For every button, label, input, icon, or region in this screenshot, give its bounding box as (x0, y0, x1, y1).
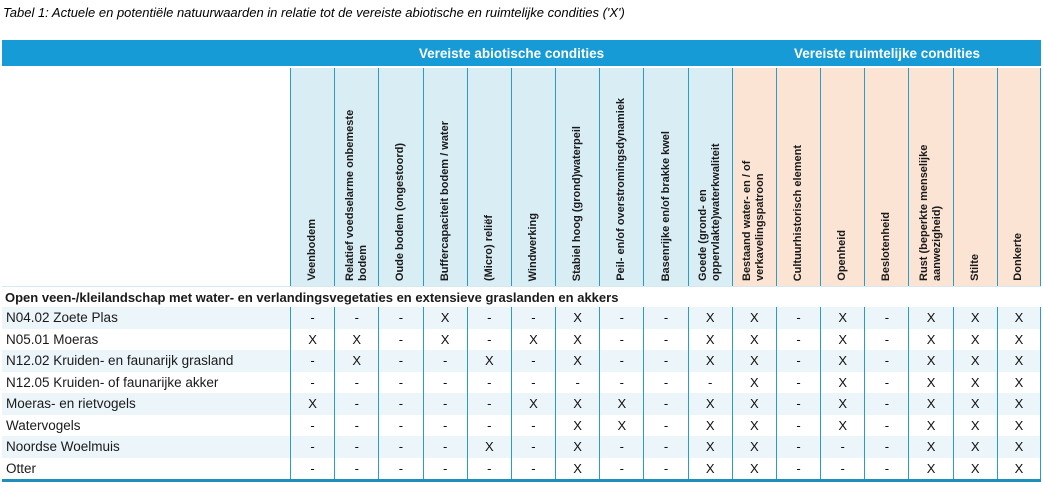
value-cell: - (511, 458, 555, 480)
table-row (2, 436, 1041, 458)
value-cell: - (423, 372, 467, 394)
value-cell: X (511, 329, 555, 351)
value-cell: - (643, 307, 687, 329)
table-bottom-rule (2, 479, 1041, 482)
value-cell: X (908, 350, 952, 372)
value-cell: X (555, 329, 599, 351)
value-cell: X (732, 329, 776, 351)
value-cell: - (334, 458, 378, 480)
value-cell: X (953, 307, 997, 329)
value-cell: X (820, 307, 864, 329)
value-cell: - (467, 329, 511, 351)
column-header (643, 68, 687, 286)
value-cell: - (599, 350, 643, 372)
value-cell: - (820, 436, 864, 458)
value-cell: - (290, 436, 334, 458)
value-cell: - (599, 458, 643, 480)
value-cell: X (290, 329, 334, 351)
column-header-label: Goede (grond- en oppervlakte)waterkwaliteit (697, 143, 723, 281)
value-cell: - (334, 372, 378, 394)
value-cell: - (864, 372, 908, 394)
table-caption: Tabel 1: Actuele en potentiële natuurwaarden in relatie tot de vereiste abiotische en ruimtelijke condities ('X') (3, 5, 625, 20)
value-cell: - (776, 436, 820, 458)
column-header-label: Peil- en/of overstromingsdynamiek (615, 98, 628, 281)
value-cell: - (864, 393, 908, 415)
value-cell: - (511, 436, 555, 458)
value-cell: - (290, 350, 334, 372)
row-label: N05.01 Moeras (6, 331, 99, 347)
row-label: N12.02 Kruiden- en faunarijk grasland (6, 353, 234, 369)
value-cell: - (864, 415, 908, 437)
column-header-label: Stabiel hoog (grond)waterpeil (571, 125, 584, 281)
value-cell: X (997, 307, 1041, 329)
group-header-abiotic: Vereiste abiotische condities (418, 45, 605, 61)
value-cell: X (555, 436, 599, 458)
value-cell: - (467, 415, 511, 437)
value-cell: - (643, 415, 687, 437)
value-cell: X (555, 458, 599, 480)
row-label: N12.05 Kruiden- of faunarijke akker (6, 374, 219, 390)
value-cell: - (599, 329, 643, 351)
table-row (2, 415, 1041, 437)
value-cell: X (732, 458, 776, 480)
value-cell: - (599, 436, 643, 458)
column-header (864, 68, 908, 286)
value-cell: - (334, 415, 378, 437)
nature-values-table (2, 40, 1041, 482)
row-label: Noordse Woelmuis (6, 439, 120, 455)
value-cell: X (997, 350, 1041, 372)
column-header-label: Basenrijke en/of brakke kwel (659, 130, 672, 281)
column-header-label: Bestaand water- en / of verkavelingspatroon (741, 160, 767, 281)
value-cell: - (864, 350, 908, 372)
value-cell: X (997, 415, 1041, 437)
value-cell: - (643, 436, 687, 458)
value-cell: X (423, 307, 467, 329)
table-row (2, 329, 1041, 351)
value-cell: - (643, 393, 687, 415)
column-header-label: Beslotenheid (880, 211, 893, 281)
value-cell: X (688, 458, 732, 480)
row-label: Otter (6, 460, 37, 476)
value-cell: X (953, 415, 997, 437)
value-cell: X (732, 436, 776, 458)
value-cell: X (688, 307, 732, 329)
value-cell: - (864, 458, 908, 480)
value-cell: X (732, 393, 776, 415)
value-cell: - (599, 372, 643, 394)
column-header (997, 68, 1041, 286)
column-header-row (2, 68, 1041, 286)
column-header (511, 68, 555, 286)
value-cell: - (423, 393, 467, 415)
section-header-label: Open veen-/kleilandschap met water- en verlandingsvegetaties en extensieve graslanden en akkers (5, 289, 619, 305)
value-cell: - (599, 307, 643, 329)
value-cell: X (599, 415, 643, 437)
value-cell: - (334, 436, 378, 458)
value-cell: X (555, 350, 599, 372)
value-cell: - (423, 350, 467, 372)
column-header (290, 68, 334, 286)
value-cell: - (378, 415, 422, 437)
value-cell: - (378, 393, 422, 415)
column-header (334, 68, 378, 286)
value-cell: - (467, 372, 511, 394)
value-cell: X (599, 393, 643, 415)
value-cell: - (643, 372, 687, 394)
value-cell: - (864, 329, 908, 351)
value-cell: - (776, 372, 820, 394)
value-cell: - (511, 415, 555, 437)
value-cell: X (908, 458, 952, 480)
row-label: Moeras- en rietvogels (6, 396, 136, 412)
column-header-label: (Micro) reliëf (482, 214, 495, 281)
value-cell: X (997, 393, 1041, 415)
value-cell: X (732, 307, 776, 329)
table-row (2, 307, 1041, 329)
column-header (599, 68, 643, 286)
column-header-label: Relatief voedselarme onbemeste bodem (343, 109, 369, 281)
value-cell: - (334, 307, 378, 329)
column-header (732, 68, 776, 286)
column-header (820, 68, 864, 286)
table-row (2, 458, 1041, 480)
value-cell: - (378, 329, 422, 351)
column-header-label: Oude bodem (ongestoord) (394, 142, 407, 281)
value-cell: X (423, 329, 467, 351)
column-header-label: Buffercapaciteit bodem / water (438, 120, 451, 281)
value-cell: X (953, 329, 997, 351)
value-cell: X (953, 350, 997, 372)
value-cell: X (820, 393, 864, 415)
value-cell: X (908, 436, 952, 458)
value-cell: - (864, 436, 908, 458)
value-cell: - (290, 415, 334, 437)
table-row (2, 393, 1041, 415)
value-cell: X (688, 415, 732, 437)
value-cell: - (688, 372, 732, 394)
value-cell: - (776, 307, 820, 329)
column-header (688, 68, 732, 286)
value-cell: - (378, 307, 422, 329)
value-cell: X (820, 415, 864, 437)
value-cell: - (467, 458, 511, 480)
group-header-spacer (2, 40, 290, 66)
value-cell: - (290, 307, 334, 329)
value-cell: - (511, 350, 555, 372)
column-header-label: Stilte (968, 254, 981, 281)
value-cell: - (643, 329, 687, 351)
value-cell: X (997, 458, 1041, 480)
value-cell: X (688, 436, 732, 458)
value-cell: - (334, 393, 378, 415)
row-label: N04.02 Zoete Plas (6, 310, 118, 326)
value-cell: - (776, 350, 820, 372)
value-cell: - (423, 436, 467, 458)
value-cell: X (908, 415, 952, 437)
value-cell: - (776, 329, 820, 351)
value-cell: - (511, 372, 555, 394)
value-cell: - (378, 436, 422, 458)
column-header-label: Cultuurhistorisch element (792, 144, 805, 281)
value-cell: - (776, 415, 820, 437)
value-cell: - (643, 350, 687, 372)
value-cell: X (688, 329, 732, 351)
value-cell: X (997, 436, 1041, 458)
value-cell: X (555, 307, 599, 329)
value-cell: X (908, 372, 952, 394)
column-header (555, 68, 599, 286)
column-header (423, 68, 467, 286)
value-cell: - (467, 307, 511, 329)
value-cell: X (908, 393, 952, 415)
value-cell: - (378, 372, 422, 394)
value-cell: X (290, 393, 334, 415)
row-label: Watervogels (6, 417, 81, 433)
value-cell: X (555, 415, 599, 437)
value-cell: X (953, 458, 997, 480)
value-cell: - (820, 458, 864, 480)
value-cell: X (334, 329, 378, 351)
value-cell: X (997, 372, 1041, 394)
value-cell: X (953, 372, 997, 394)
value-cell: X (997, 329, 1041, 351)
value-cell: X (511, 393, 555, 415)
value-cell: X (688, 393, 732, 415)
value-cell: - (423, 458, 467, 480)
value-cell: X (732, 415, 776, 437)
value-cell: X (908, 329, 952, 351)
value-cell: - (467, 393, 511, 415)
column-header (378, 68, 422, 286)
table-row (2, 350, 1041, 372)
column-header-label: Windwerking (526, 212, 539, 281)
value-cell: - (290, 372, 334, 394)
column-header-label: Veenbodem (306, 219, 319, 281)
value-cell: - (290, 458, 334, 480)
value-cell: X (820, 372, 864, 394)
group-header-spatial: Vereiste ruimtelijke condities (793, 45, 981, 61)
value-cell: - (423, 415, 467, 437)
table-body (2, 307, 1041, 479)
value-cell: - (378, 350, 422, 372)
group-header-band (2, 40, 1041, 66)
column-header-label: Donkerte (1012, 233, 1025, 281)
value-cell: - (643, 458, 687, 480)
value-cell: - (511, 307, 555, 329)
value-cell: - (555, 372, 599, 394)
value-cell: X (555, 393, 599, 415)
value-cell: X (334, 350, 378, 372)
column-header (467, 68, 511, 286)
column-header (908, 68, 952, 286)
column-header-label: Rust (beperkte menselijke aanwezigheid) (918, 144, 944, 281)
value-cell: - (378, 458, 422, 480)
value-cell: X (688, 350, 732, 372)
value-cell: - (776, 458, 820, 480)
value-cell: X (908, 307, 952, 329)
value-cell: - (864, 307, 908, 329)
column-header (776, 68, 820, 286)
value-cell: X (953, 393, 997, 415)
row-label-column-spacer (2, 68, 290, 286)
value-cell: X (732, 350, 776, 372)
value-cell: X (467, 436, 511, 458)
table-row (2, 372, 1041, 394)
value-cell: X (467, 350, 511, 372)
section-header-row (2, 286, 1041, 307)
column-header (953, 68, 997, 286)
column-header-label: Openheid (836, 230, 849, 281)
value-cell: X (820, 350, 864, 372)
value-cell: X (820, 329, 864, 351)
value-cell: X (732, 372, 776, 394)
value-cell: X (953, 436, 997, 458)
value-cell: - (776, 393, 820, 415)
